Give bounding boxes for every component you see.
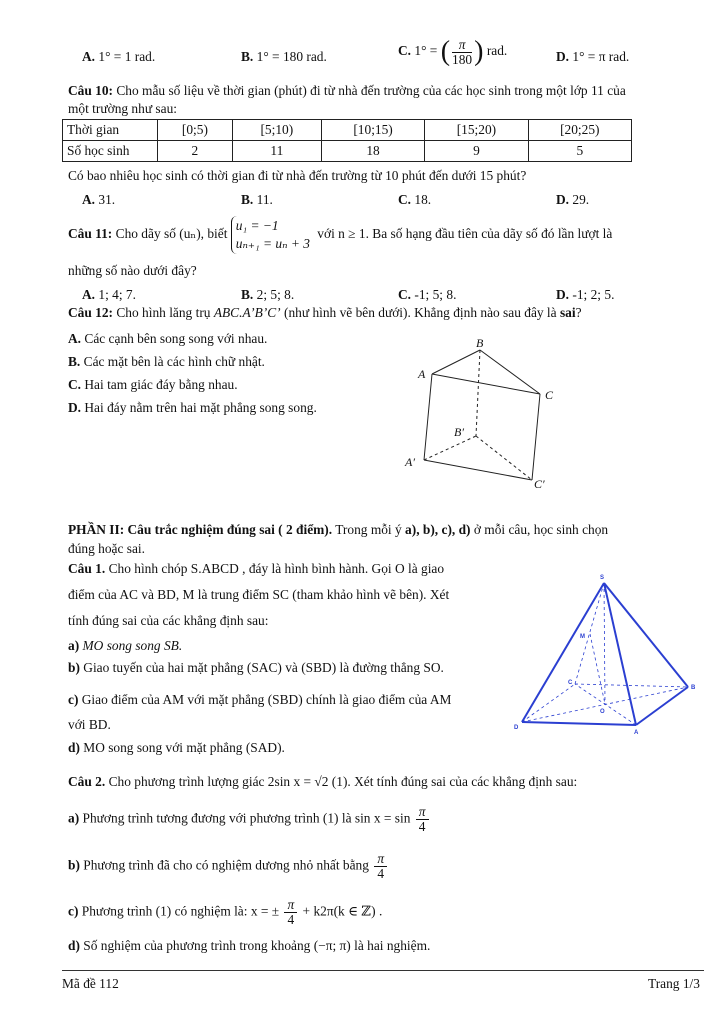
q11-option-d: D. -1; 2; 5. — [556, 287, 615, 302]
label-M: M — [580, 634, 585, 640]
p2q1-item-d: d) MO song song với mặt phẳng (SAD). — [68, 740, 285, 755]
question-post: với n ≥ 1. Ba số hạng đầu tiên của dãy số đó lần lượt là — [317, 226, 613, 242]
q12-option-b: B. Các mặt bên là các hình chữ nhật. — [68, 354, 265, 369]
table-cell: 2 — [158, 141, 233, 162]
edge-AB — [636, 687, 688, 725]
footer-exam-code: Mã đề 112 — [62, 976, 119, 991]
q11-stem-line2: những số nào dưới đây? — [68, 263, 197, 278]
option-text: 1° = π rad. — [572, 49, 630, 64]
option-lhs: 1° = — [414, 43, 438, 59]
option-letter: B. — [241, 49, 254, 64]
q10-question: Có bao nhiêu học sinh có thời gian đi từ nhà đến trường từ 10 phút đến dưới 15 phút? — [68, 168, 527, 183]
p2q1-item-a: a) MO song song SB. — [68, 638, 183, 653]
q12-option-c: C. Hai tam giác đáy bằng nhau. — [68, 377, 238, 392]
question-text: Cho mẫu số liệu về thời gian (phút) đi từ nhà đến trường của các học sinh trong một lớp 11 của — [116, 83, 626, 98]
label-S: S — [600, 575, 605, 581]
option-letter: D. — [556, 49, 570, 64]
option-text: 1° = 1 rad. — [98, 49, 156, 64]
q12-stem: Câu 12: Cho hình lăng trụ ABC.A’B’C’ (như hình vẽ bên dưới). Khẳng định nào sau đây là sai? — [68, 305, 582, 320]
edge-CB — [575, 684, 688, 687]
p2q1-item-c-line2: với BD. — [68, 717, 111, 732]
question-pre: Cho dãy số (uₙ), biết — [115, 226, 228, 242]
p2q1-item-c: c) Giao điểm của AM với mặt phẳng (SBD) chính là giao điểm của AM — [68, 692, 452, 707]
label-C: C — [568, 680, 573, 686]
table-cell: Số học sinh — [63, 141, 158, 162]
question-label: Câu 11: — [68, 226, 113, 242]
q11-option-a: A. 1; 4; 7. — [82, 287, 136, 302]
q10-option-a: A. 31. — [82, 192, 116, 207]
table-cell: [10;15) — [321, 120, 424, 141]
p2q2-item-b: b) Phương trình đã cho có nghiệm dương nhỏ nhất bằng $\frac{\pi}{4}$ — [68, 852, 389, 881]
recurrence-system: u₁ = −1 uₙ₊₁ = uₙ + 3 — [231, 216, 314, 254]
label-O: O — [600, 709, 605, 715]
q12-option-d: D. Hai đáy nằm trên hai mặt phẳng song song. — [68, 400, 317, 415]
q11-option-b: B. 2; 5; 8. — [241, 287, 295, 302]
q10-option-b: B. 11. — [241, 192, 273, 207]
label-B: B — [691, 685, 696, 691]
fraction: $\frac{\pi}{4}$ — [284, 898, 297, 927]
q9-option-c: C. 1° = ( $\frac{\pi}{180}$ ) rad. — [398, 36, 508, 67]
question-label: Câu 12: — [68, 305, 114, 320]
part2-heading: PHẦN II: Câu trắc nghiệm đúng sai ( 2 điểm). Trong mỗi ý a), b), c), d) ở mỗi câu, học sinh chọn — [68, 522, 609, 537]
p2q1-item-b: b) Giao tuyến của hai mặt phẳng (SAC) và (SBD) là đường thẳng SO. — [68, 660, 444, 675]
label-B1: B′ — [454, 425, 464, 439]
label-D: D — [514, 725, 519, 731]
fraction: $\frac{\pi}{4}$ — [374, 852, 387, 881]
edge-SD — [522, 583, 604, 722]
table-cell: 9 — [425, 141, 528, 162]
q12-option-a: A. Các cạnh bên song song với nhau. — [68, 331, 268, 346]
footer-divider — [62, 970, 704, 971]
p2q2-item-a: a) Phương trình tương đương với phương trình (1) là sin x = sin $\frac{\pi}{4}$ — [68, 805, 431, 834]
fraction: $\frac{\pi}{4}$ — [416, 805, 429, 834]
footer-page-number: Trang 1/3 — [648, 976, 700, 991]
p2q1-line3: tính đúng sai của các khẳng định sau: — [68, 613, 269, 628]
q10-option-c: C. 18. — [398, 192, 432, 207]
label-A: A — [634, 730, 639, 736]
q10-option-d: D. 29. — [556, 192, 590, 207]
option-letter: C. — [398, 43, 412, 59]
part2-title: PHẦN II: Câu trắc nghiệm đúng sai ( 2 điểm). — [68, 522, 333, 537]
p2q2-item-c: c) Phương trình (1) có nghiệm là: x = ± $\frac{\pi}{4}$ + k2π(k ∈ ℤ) . — [68, 897, 383, 927]
label-B: B — [476, 336, 484, 350]
label-A: A — [418, 367, 426, 381]
option-letter: A. — [82, 49, 96, 64]
table-cell: [5;10) — [232, 120, 321, 141]
option-text: 1° = 180 rad. — [256, 49, 327, 64]
table-cell: 11 — [232, 141, 321, 162]
table-cell: 5 — [528, 141, 631, 162]
label-C: C — [545, 388, 554, 402]
q10-stem-line2: một trường như sau: — [68, 101, 178, 116]
table-cell: [20;25) — [528, 120, 631, 141]
p2q1-line1: Câu 1. Cho hình chóp S.ABCD , đáy là hình bình hành. Gọi O là giao — [68, 561, 445, 576]
label-A1: A′ — [405, 455, 415, 469]
option-rhs: rad. — [486, 43, 508, 59]
edge-DA — [522, 722, 636, 725]
table-cell: [15;20) — [425, 120, 528, 141]
q11-option-c: C. -1; 5; 8. — [398, 287, 457, 302]
table-cell: 18 — [321, 141, 424, 162]
seg-MO — [590, 634, 605, 704]
p2q2-item-d: d) Số nghiệm của phương trình trong khoảng (−π; π) là hai nghiệm. — [68, 938, 431, 953]
p2q2-stem: Câu 2. Cho phương trình lượng giác 2sin x = √2 (1). Xét tính đúng sai của các khẳng định sau: — [68, 774, 578, 789]
table-cell: [0;5) — [158, 120, 233, 141]
fraction: $\frac{\pi}{180}$ — [452, 36, 473, 67]
edge-DC — [522, 684, 575, 722]
label-C1: C′ — [534, 477, 545, 491]
seg-SO — [604, 583, 605, 704]
part2-heading-line2: đúng hoặc sai. — [68, 541, 145, 556]
question-label: Câu 10: — [68, 83, 114, 98]
table-cell: Thời gian — [63, 120, 158, 141]
p2q1-line2: điểm của AC và BD, M là trung điểm SC (tham khảo hình vẽ bên). Xét — [68, 587, 450, 602]
